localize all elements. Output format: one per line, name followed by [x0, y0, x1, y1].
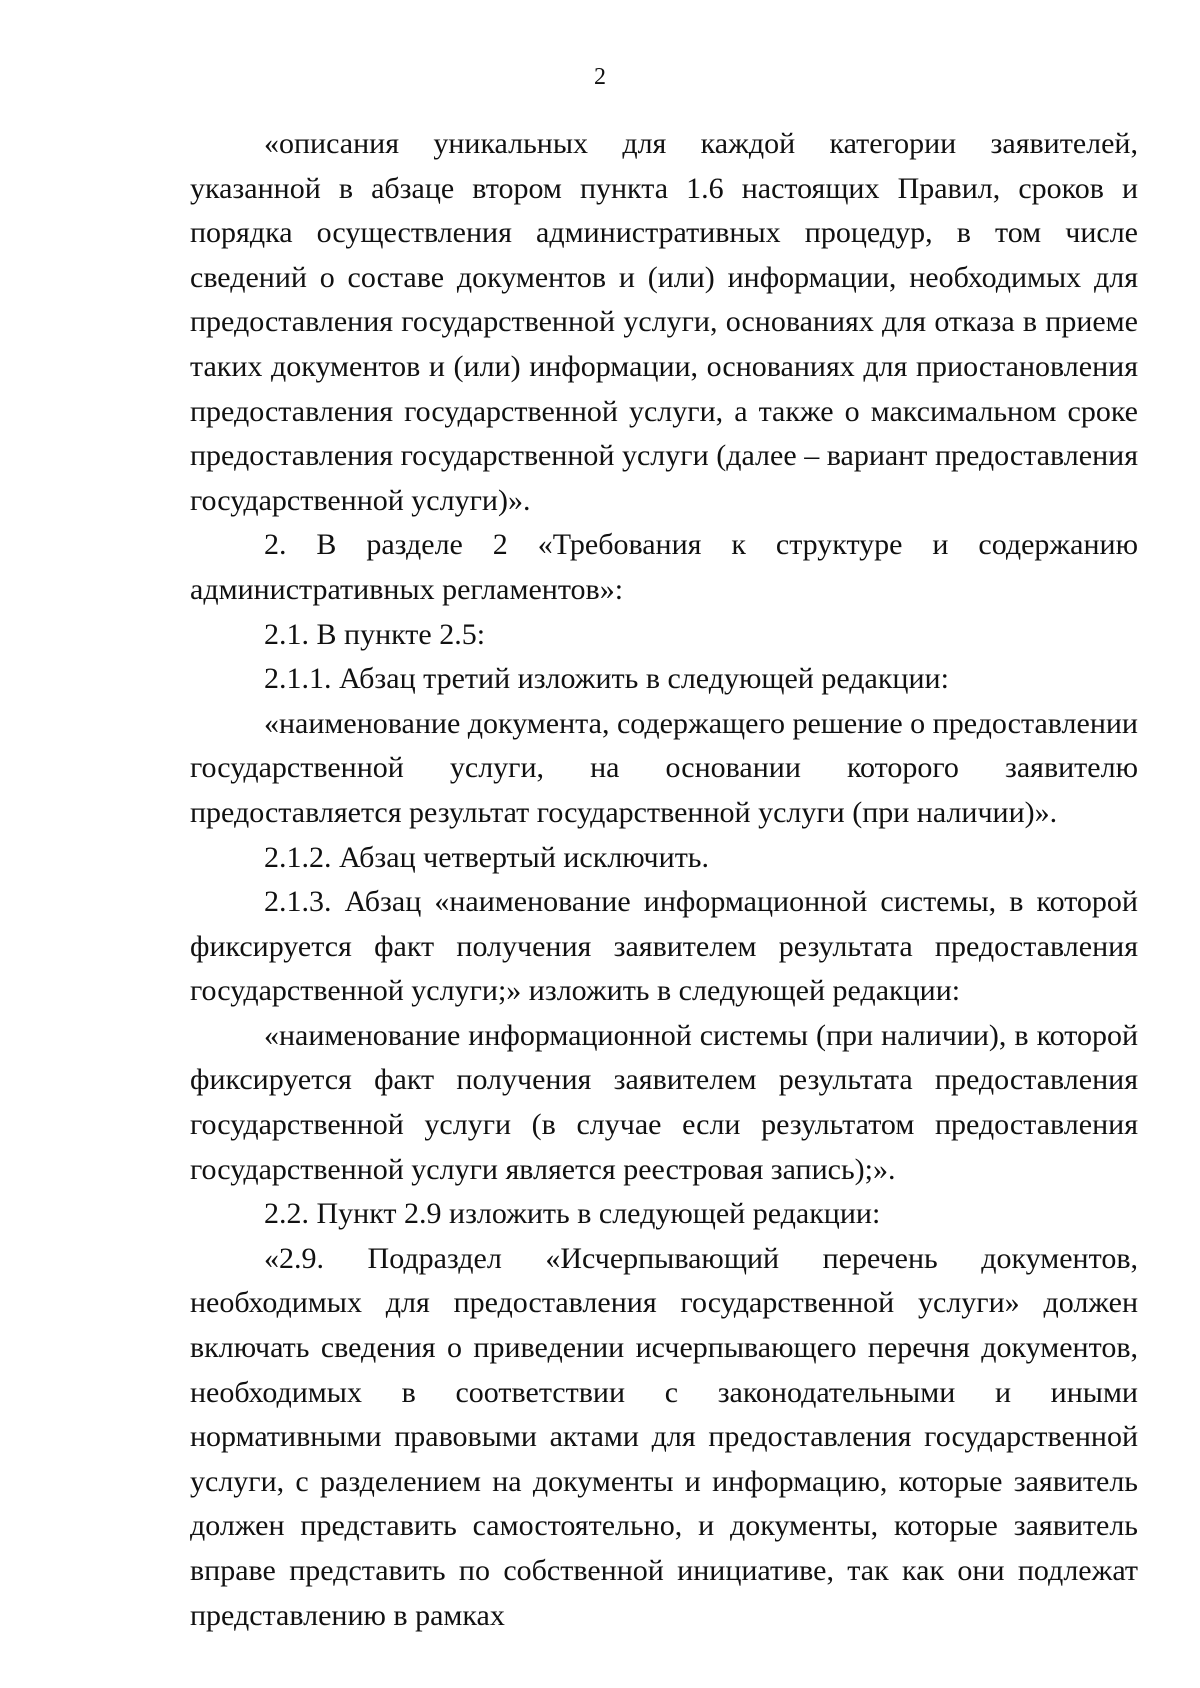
paragraph-quote-2-9: «2.9. Подраздел «Исчерпывающий перечень документов, необходимых для предоставления государственной услуги» должен включать сведения о приведении исчерпывающего перечня документов, необходимых в соответствии с законодательными и иными нормативными правовыми актами для предоставления государственной услуги, с разделением на документы и информацию, которые заявитель должен представить самостоятельно, и документы, которые заявитель вправе представить по собственной инициативе, так как они подлежат представлению в рамках	[190, 1241, 1138, 1632]
paragraph-item-2-2: 2.2. Пункт 2.9 изложить в следующей редакции:	[264, 1197, 881, 1231]
paragraph-item-2-1: 2.1. В пункте 2.5:	[264, 617, 486, 651]
page-number: 2	[594, 64, 606, 90]
paragraph-quote-document-name: «наименование документа, содержащего решение о предоставлении государственной услуги, на основании которого заявителю предоставляется результат государственной услуги (при наличии)».	[190, 706, 1138, 829]
paragraph-variant-definition: «описания уникальных для каждой категории заявителей, указанной в абзаце втором пункта 1.6 настоящих Правил, сроков и порядка осуществления административных процедур, в том числе сведений о составе документов и (или) информации, необходимых для предоставления государственной услуги, основаниях для отказа в приеме таких документов и (или) информации, основаниях для приостановления предоставления государственной услуги, а также о максимальном сроке предоставления государственной услуги (далее – вариант предоставления государственной услуги)».	[190, 127, 1138, 517]
paragraph-quote-information-system: «наименование информационной системы (при наличии), в которой фиксируется факт получения заявителем результата предоставления государственной услуги (в случае если результатом предоставления государственной услуги является реестровая запись);».	[190, 1018, 1138, 1186]
paragraph-item-2-1-3: 2.1.3. Абзац «наименование информационной системы, в которой фиксируется факт получения заявителем результата предоставления государственной услуги;» изложить в следующей редакции:	[190, 885, 1138, 1008]
paragraph-section-2: 2. В разделе 2 «Требования к структуре и содержанию административных регламентов»:	[190, 528, 1138, 606]
document-body	[190, 122, 1138, 1638]
paragraph-item-2-1-1: 2.1.1. Абзац третий изложить в следующей редакции:	[264, 662, 949, 696]
paragraph-item-2-1-2: 2.1.2. Абзац четвертый исключить.	[264, 840, 709, 874]
